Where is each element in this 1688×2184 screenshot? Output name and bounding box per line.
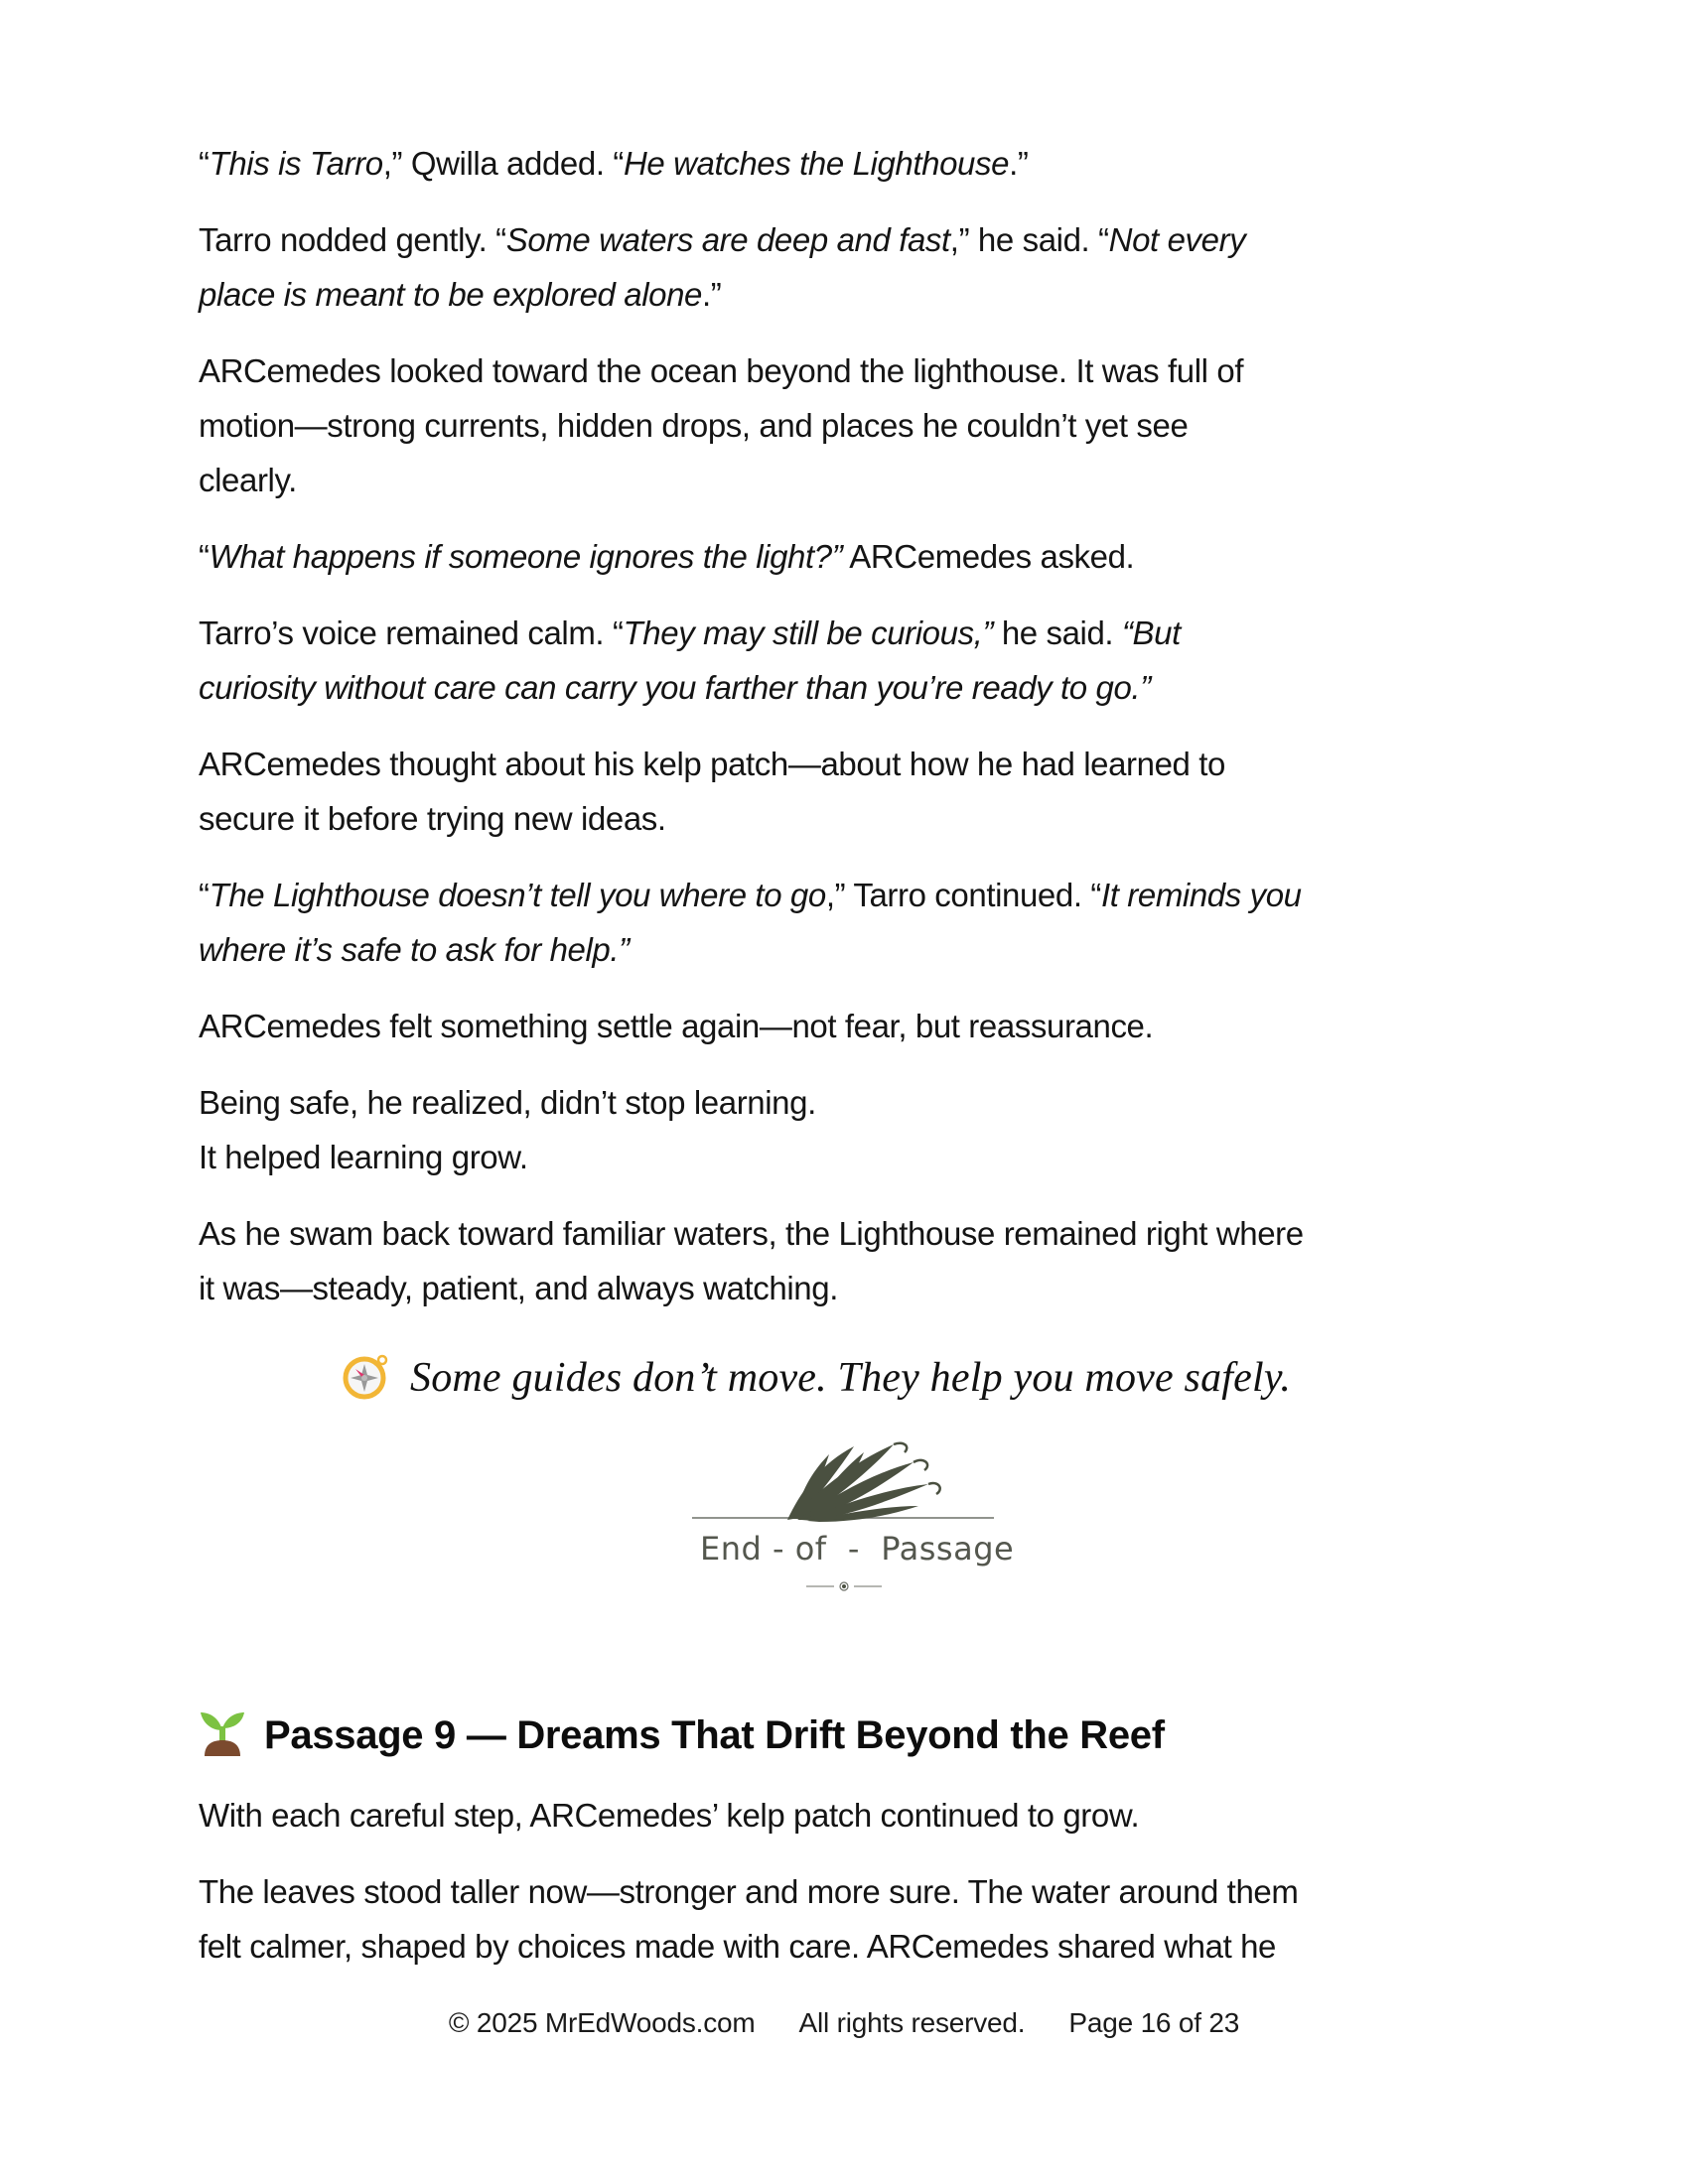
page-footer [0,2007,1688,2039]
text-run: The leaves stood taller now—stronger and more sure. The water around them [199,1873,1299,1910]
italic-run: It reminds you [1100,877,1302,913]
text-run: It helped learning grow. [199,1139,528,1175]
text-run: “ [199,145,210,182]
section-heading-text: Passage 9 — Dreams That Drift Beyond the Reef [264,1712,1165,1757]
paragraph-line [199,1075,816,1130]
compass-icon [343,1351,392,1406]
page-number: Page 16 of 23 [1068,2007,1240,2038]
paragraph-line [199,343,1243,398]
italic-run: Not every [1108,221,1246,258]
italic-run: Some waters are deep and fast [505,221,950,258]
paragraph-line [199,1130,528,1184]
text-run: ARCemedes asked. [842,538,1135,575]
text-run: Being safe, he realized, didn’t stop learning. [199,1084,816,1121]
paragraph-line [199,999,1153,1053]
italic-run: “But [1121,614,1181,651]
paragraph-line [199,922,630,977]
italic-run: What happens if someone ignores the light?” [209,538,843,575]
italic-run: The Lighthouse doesn’t tell you where to go [209,877,826,913]
seedling-icon [199,1708,246,1763]
text-run: “ [199,538,210,575]
italic-run: place is meant to be explored alone [199,276,703,313]
paragraph-line [199,737,1225,791]
paragraph-line [199,453,297,507]
text-run: ARCemedes felt something settle again—not fear, but reassurance. [199,1008,1154,1044]
text-run: he said. [993,614,1122,651]
italic-run: curiosity without care can carry you farther than you’re ready to go.” [199,669,1151,706]
paragraph-line [199,791,666,846]
text-run: ,” Tarro continued. “ [825,877,1101,913]
italic-run: where it’s safe to ask for help.” [199,931,630,968]
kelp-leaf-icon [690,1434,998,1534]
paragraph-line [199,136,1028,191]
italic-run: They may still be curious,” [623,614,994,651]
copyright-text: © 2025 MrEdWoods.com [448,2007,756,2038]
paragraph-line [199,398,1188,453]
text-run: .” [702,276,722,313]
text-run: .” [1009,145,1029,182]
tagline-text: Some guides don’t move. They help you move safely. [410,1355,1292,1401]
text-run: clearly. [199,462,297,498]
text-run: ARCemedes thought about his kelp patch—about how he had learned to [199,746,1225,782]
paragraph-line [199,212,1245,267]
text-run: With each careful step, ARCemedes’ kelp patch continued to grow. [199,1797,1140,1834]
italic-run: He watches the Lighthouse [623,145,1010,182]
paragraph-line [199,1261,838,1315]
end-of-passage-text: End - of - Passage [700,1530,1015,1568]
text-run: “ [199,877,210,913]
text-run: secure it before trying new ideas. [199,800,666,837]
paragraph-line [199,1788,1139,1843]
text-run: ,” Qwilla added. “ [382,145,624,182]
paragraph-line [199,868,1302,922]
text-run: ,” he said. “ [949,221,1109,258]
text-run: Tarro nodded gently. “ [199,221,506,258]
text-run: motion—strong currents, hidden drops, and places he couldn’t yet see [199,407,1189,444]
paragraph-line [199,606,1181,660]
paragraph-line [199,1919,1276,1974]
end-of-passage-logo [690,1434,1015,1598]
text-run: felt calmer, shaped by choices made with care. ARCemedes shared what he [199,1928,1277,1965]
italic-run: This is Tarro [209,145,383,182]
paragraph-line [199,529,1134,584]
text-run: As he swam back toward familiar waters, the Lighthouse remained right where [199,1215,1304,1252]
paragraph-line [199,267,721,322]
text-run: it was—steady, patient, and always watching. [199,1270,838,1306]
text-run: ARCemedes looked toward the ocean beyond the lighthouse. It was full of [199,352,1244,389]
tagline [343,1348,1291,1408]
paragraph-line [199,1864,1298,1919]
rights-text: All rights reserved. [798,2007,1026,2038]
section-heading [199,1706,1165,1765]
paragraph-line [199,1206,1304,1261]
text-run: Tarro’s voice remained calm. “ [199,614,624,651]
ornament-icon [804,1579,884,1593]
paragraph-line [199,660,1151,715]
